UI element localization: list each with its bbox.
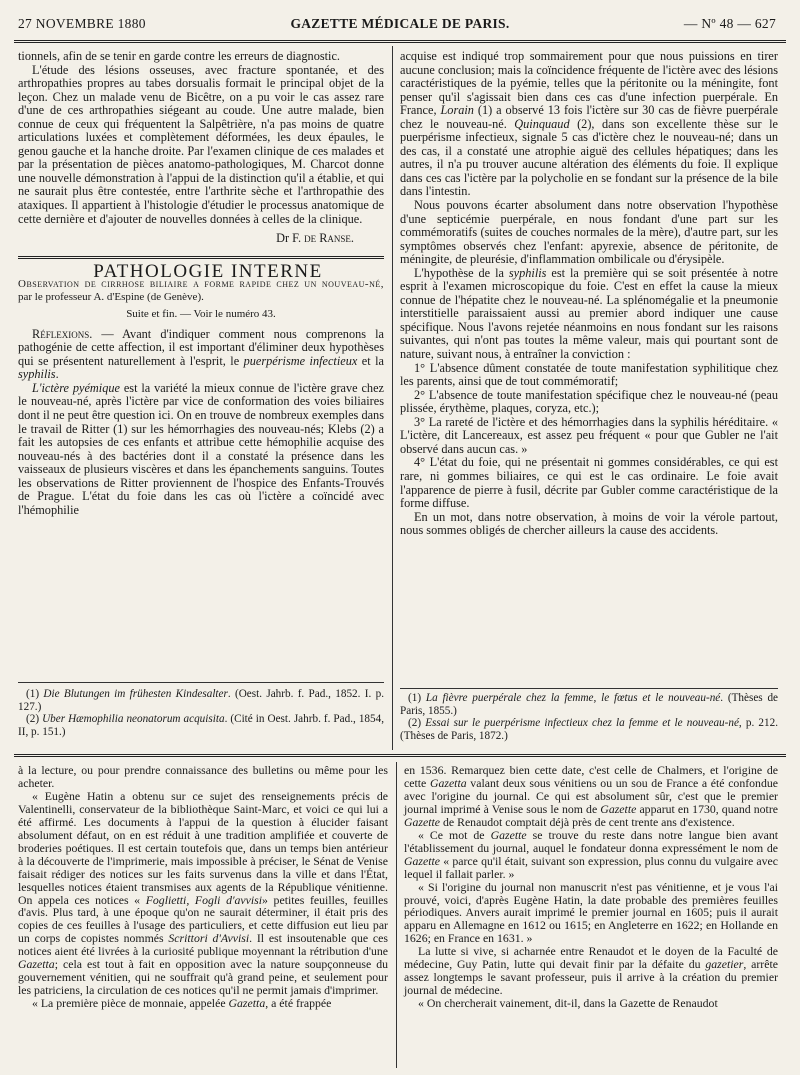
observation-title [18,278,384,304]
header-rule [14,40,786,43]
text-run: — Avant d'indiquer comment nous comprenons la pathogénie de cette affection, il est important d'éliminer deux hypothèses qui se présentent naturellement à l'esprit, le [18,326,384,368]
text-run-italic: gazetier [705,957,744,972]
text-run: . (Oest. Jahrb. f. Pad., 1852. I. p. 127.) [18,688,384,713]
text-run: . (Thèses de Paris, 1855.) [400,692,779,717]
text-run-italic: puerpérisme infectieux [243,353,358,368]
section-rule [18,256,384,259]
footnote-rule-right [400,688,778,689]
text-run-italic: Gazette [600,801,637,816]
text-run: est la variété la mieux connue de l'ictère grave chez le nouveau-né, après l'ictère par vice de conformation des voies biliaires dont il ne peut être question ici. On en trouve de nombreux exemples dans le travail de Ritter (1) sur les hémorrhagies des nouveau-nés; Klebs (2) a fait les autopsies de ces enfants et attribue cette hémophilie acquise des nouveau-nés à des bactéries dont il a constaté la présence dans les vaisseaux de plusieurs viscères et dans les épanchements sanguins. Toutes les observations de Ritter proviennent de l'hospice des Enfants-Trouvés de Prague. L'état du foie dans les cas où l'ictère a coïncidé avec l'hémophilie [18,380,384,517]
text-run-italic: Gazetta [228,996,266,1011]
text-run: , p. 212. (Thèses de Paris, 1872.) [400,717,779,742]
right-para-1 [400,50,778,199]
text-run: La lutte si vive, si acharnée entre Renaudot et le doyen de la Faculté de médecine, Guy Patin, lutte qui devait finir par la défaite du [404,944,778,972]
bottom-left-para-1: à la lecture, ou pour prendre connaissance des bulletins ou même pour les acheter. [18,763,388,790]
bottom-right-para-4 [404,945,778,997]
right-column [400,50,778,538]
text-run: , arrête assez longtemps le savant professeur, puis il arrive à la création du premier journal de médecine. [404,957,778,998]
text-run: ; cela est tout à fait en opposition avec la nature soupçonneuse du gouvernement vénitien, qui ne souffrait qu'à grand peine, et seulement pour les patriciens, la circulation de ces notices qu'il ne permit jamais d'imprimer. [18,957,388,998]
text-run-italic: syphilis [508,265,547,280]
right-para-2: Nous pouvons écarter absolument dans notre observation l'hypothèse d'une septicémie puerpérale, en nous fondant d'une part sur les commémoratifs (suites de couches normales de la mère), d'autre part, sur les symptômes observés chez l'enfant: apyrexie, absence de péritonite, de méningite, de pleurésie, d'inflammation ombilicale ou d'érysipèle. [400,198,778,267]
text-run-italic: L'ictère pyémique [32,380,120,395]
text-run-italic: Scrittori d'Avvisi [168,931,250,946]
text-run-italic: Gazette [404,814,441,829]
text-run-italic: Gazette [404,853,441,868]
text-run: , a été frappée [265,996,332,1011]
header-issue: — Nº 48 — 627 [683,16,776,31]
text-run: . Il est insoutenable que ces notices aient été livrées à la curiosité publique moyennant la rétribution d'une [18,931,388,959]
text-run-italic: Foglietti, Fogli d'avvisi [145,892,263,907]
text-run: (1) a observé 13 fois l'ictère sur 30 cas de fièvre puerpérale chez le nouveau-né. [400,103,779,131]
text-run: (1) [408,692,426,704]
text-run: » petites feuilles, feuilles d'avis. Plus tard, à une époque qu'on ne saurait déterminer, il était pris des copies de ces feuilles à l'usage des particuliers, et cette diffusion eut lieu par un corps de copistes nommés [18,892,388,946]
text-run-italic: Die Blutungen im frühesten Kindesalter [43,688,228,700]
column-divider-bottom [396,762,397,1068]
text-run-italic: Gazette [490,827,527,842]
text-run-italic: Gazetta [429,775,467,790]
text-run: « parce qu'il était, suivant son expression, plus connu du vulgaire avec lequel il fallait parler. » [404,853,778,881]
observation-heading: Observation de cirrhose biliaire a forme rapide chez un nouveau-né, [18,278,384,291]
list-item-2: 2° L'absence de toute manifestation spécifique chez le nouveau-né (peau plissée, érythème, plaques, coryza, etc.); [400,387,778,416]
text-run-italic: Lorain [440,103,474,118]
bottom-right-column [404,764,778,1010]
text-run: se trouve du reste dans notre langue bien avant l'établissement du journal, auquel le fondateur donna expressément le nom de [404,827,778,855]
page-header [14,14,786,36]
bottom-right-para-1 [404,764,778,829]
signature [18,232,384,246]
text-run: « Eugène Hatin a obtenu sur ce sujet des renseignements précis de Valentinelli, conservateur de la bibliothèque Saint-Marc, et voici ce qui lui a été affirmé. Les documents à l'appui de la question à élucider faisant absolument défaut, on en est réduit à une tradition amplifiée et couverte de broderies poétiques. Il est certain toutefois que, dans un temps bien antérieur à la découverte de l'imprimerie, mais impossible à préciser, le Sénat de Venise faisait rédiger des notices sur les faits survenus dans la ville et dans l'État, lesquelles notices étaient transmises aux agents de la République vénitienne. On appela ces notices « [18,788,388,907]
footnote-left-1 [18,688,384,713]
text-run: « Ce mot de [418,827,491,842]
left-footnotes [18,688,384,738]
right-para-4: En un mot, dans notre observation, à moins de voir la vérole partout, nous sommes obligés de chercher ailleurs la cause des accidents. [400,509,778,538]
text-run: valant deux sous vénitiens ou un sou de France a été confondue avec l'origine du journal. Ce qui est absolument sûr, c'est que le premier journal imprimé à Venise sous le nom de [404,775,778,816]
column-divider-top [392,46,393,750]
text-run: est la première qui se soit présentée à notre esprit à l'examen microscopique du foie. C'est en effet la cause la mieux connue de l'hépatite chez le nouveau-né. La splénomégalie et la pneumonie interstitielle paraissaient aussi au premier abord indiquer une cause spécifique. Nous l'avons rejetée néanmoins en nous fondant sur les raisons suivantes, qui n'ont pas toutes la même valeur, mais qui pourtant sont de nature, suivant nous, à entraîner la conviction : [400,265,778,362]
text-run-italic: Essai sur le puerpérisme infectieux chez la femme et le nouveau-né [425,717,739,730]
list-item-1: 1° L'absence dûment constatée de toute manifestation syphilitique chez les parents, ainsi que de tout commémoratif; [400,360,778,389]
left-para-4 [18,382,384,517]
signature-name: de Ranse. [304,231,354,246]
text-run: (2), dans son excellente thèse sur le puerpérisme infectieux, signale 5 cas d'ictère chez le nouveau-né; dans un des cas, il a constaté une atrophie aiguë des cellules hépatiques; dans les autres, il n'a pu trouver aucune altération des éléments du foie. Il explique dans ces cas l'ictère par la polycholie en se fondant sur la présence de la bile dans l'intestin. [400,116,778,199]
text-run: . (Cité in Oest. Jahrb. f. Pad., 1854, II, p. 151.) [18,713,385,738]
text-run: « La première pièce de monnaie, appelée [32,996,229,1011]
header-date: 27 NOVEMBRE 1880 [18,16,146,31]
list-item-4: 4° L'état du foie, qui ne présentait ni gommes considérables, ce qui est rare, ni gommes biliaires, ce qui est le cas ordinaire. Le foie avait l'apparence de pierre à fusil, décrite par Gubler comme caractéristique de la forme diffuse. [400,455,778,511]
bottom-right-para-3: « Si l'origine du journal non manuscrit n'est pas vénitienne, et je vous l'ai prouvé, voici, d'après Eugène Hatin, la date probable des premières feuilles périodiques. Anvers aurait imprimé le premier journal en 1605; puis il aurait apparu en Allemagne en 1612 ou 1615; en Angleterre en 1622; en Hollande en 1626; en France en 1631. » [404,879,778,946]
bottom-left-column [18,764,388,1010]
reflexions-label: Réflexions. [32,326,93,341]
left-column [18,50,384,517]
list-item-3: 3° La rareté de l'ictère et des hémorrhagies dans la syphilis héréditaire. « L'ictère, dit Lancereaux, est assez peu fréquent « pour que Gubler ne l'ait observé dans aucun cas. » [400,414,778,456]
text-run: (1) [26,688,44,700]
footnote-right-2 [400,717,778,742]
text-run: et la [357,353,384,368]
text-run: en 1536. Remarquez bien cette date, c'est celle de Chalmers, et l'origine de cette [404,763,778,790]
right-para-3 [400,267,778,362]
text-run: apparut en 1730, quand notre [636,801,778,816]
observation-author: par le professeur A. d'Espine (de Genève). [18,291,204,304]
text-run: L'hypothèse de la [414,265,509,280]
text-run-italic: syphilis [18,367,56,382]
bottom-right-para-2 [404,829,778,881]
text-run-italic: Uber Hæmophilia neonatorum acquisita [42,713,225,726]
left-para-3 [18,328,384,382]
left-para-1: tionnels, afin de se tenir en garde contre les erreurs de diagnostic. [18,49,340,63]
text-run: (2) [408,717,426,730]
signature-prefix: Dr F. [276,231,305,246]
footnote-right-1 [400,692,778,717]
right-footnotes [400,692,778,742]
footnote-left-2 [18,713,384,738]
text-run: (2) [26,713,43,726]
text-run-italic: Quinquaud [514,116,570,131]
text-run-italic: Gazetta [18,957,55,972]
continuation-note: Suite et fin. — Voir le numéro 43. [126,308,276,321]
footnote-rule-left [18,682,384,683]
bottom-right-para-5: « On chercherait vainement, dit-il, dans la Gazette de Renaudot [418,996,718,1011]
header-title: GAZETTE MÉDICALE DE PARIS. [290,16,510,31]
bottom-left-para-2 [18,790,388,997]
left-para-2: L'étude des lésions osseuses, avec fracture spontanée, et des arthropathies propres au tabes dorsualis formait le principal objet de la leçon. Chez un malade venu de Bicêtre, on a pu voir le cas assez rare d'une de ces arthropathies siégeant au coude. Une autre malade, bien connue de ceux qui fréquentent la Salpêtrière, n'a pas moins de quatre articulations luxées et complètement déformées, les deux épaules, le genou gauche et la hanche droite. Par l'examen clinique de ces malades et par la présentation de pièces anatomo-pathologiques, M. Charcot donne une nouvelle démonstration à l'appui de la distinction qu'il a établie, et qui ne saurait plus être contestée, entre l'arthrite sèche et l'arthropathie des ataxiques. Il appartient à l'histologie d'étudier le processus anatomique de cette dernière et d'ajouter de nouvelles données à celles de la clinique. [18,62,384,226]
text-run: . [55,367,59,382]
text-run-italic: La fièvre puerpérale chez la femme, le fœtus et le nouveau-né [425,692,721,704]
middle-rule [14,754,786,757]
section-title: PATHOLOGIE INTERNE [93,260,323,282]
text-run: de Renaudot comptait déjà près de cent trente ans d'existence. [440,814,735,829]
bottom-left-para-3 [18,997,388,1010]
text-run: acquise est indiqué trop sommairement pour que nous puissions en tirer aucune conclusion; mais la coïncidence fréquente de l'ictère avec des lésions caractéristiques de la pyémie, telles que la péritonite ou la méningite, font penser qu'il s'agissait bien dans ces cas d'une infection puerpérale. En France, [400,49,778,118]
